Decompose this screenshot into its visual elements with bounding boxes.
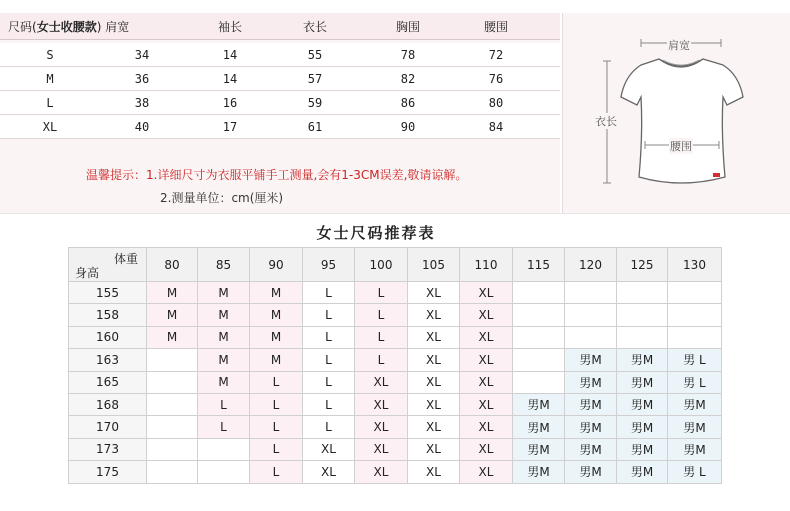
recommendation-title: 女士尺码推荐表 [316,224,436,242]
size-recommendation-cell: 男M [617,461,668,483]
header-waist: 腰围 [483,19,508,34]
size-recommendation-cell [513,327,565,349]
size-recommendation-cell [565,304,617,326]
size-recommendation-cell: 男 L [668,349,722,371]
size-recommendation-cell: L [355,282,408,304]
size-recommendation-cell: M [250,349,303,371]
recommendation-table [68,247,722,484]
size-recommendation-cell: XL [460,304,513,326]
weight-header: 115 [513,248,565,282]
size-recommendation-cell: M [250,327,303,349]
size-recommendation-cell: M [147,327,198,349]
size-recommendation-cell: 男 L [668,372,722,394]
size-recommendation-cell: 男M [565,416,617,438]
section-divider [0,213,790,214]
weight-header: 125 [617,248,668,282]
weight-header: 110 [460,248,513,282]
size-cell-waist: 72 [488,47,504,62]
size-recommendation-cell [198,461,250,483]
size-recommendation-cell: XL [460,327,513,349]
size-recommendation-cell: XL [460,439,513,461]
size-cell-chest: 82 [400,71,416,86]
size-recommendation-cell: M [198,372,250,394]
size-cell-shoulder: 34 [134,47,150,62]
size-cell-sleeve: 14 [222,47,238,62]
size-recommendation-cell: XL [408,349,460,371]
height-header: 155 [69,282,147,304]
height-header: 158 [69,304,147,326]
size-recommendation-cell: L [250,394,303,416]
size-recommendation-cell: L [355,349,408,371]
size-table-row [0,115,560,139]
size-cell-sleeve: 17 [222,119,238,134]
size-table-row [0,91,560,115]
size-recommendation-cell [565,327,617,349]
size-recommendation-cell: 男M [617,439,668,461]
height-header: 175 [69,461,147,483]
height-header: 165 [69,372,147,394]
size-cell-waist: 80 [488,95,504,110]
weight-header: 80 [147,248,198,282]
header-size-label: 尺码( [8,19,37,34]
height-axis-label: 身高 [75,266,100,280]
weight-axis-label: 体重 [113,252,138,266]
header-size-cell [8,13,129,39]
size-recommendation-cell: XL [408,372,460,394]
size-cell-shoulder: 40 [134,119,150,134]
header-chest: 胸围 [395,19,420,34]
size-recommendation-cell: XL [408,439,460,461]
size-recommendation-cell [147,439,198,461]
size-recommendation-cell: L [355,304,408,326]
size-recommendation-cell: L [303,282,355,304]
weight-header: 105 [408,248,460,282]
size-recommendation-cell: XL [408,282,460,304]
size-recommendation-cell: L [303,327,355,349]
tip-line-2: 2.测量单位：cm(厘米) [160,191,284,205]
size-cell-chest: 78 [400,47,416,62]
size-recommendation-cell [617,327,668,349]
size-recommendation-cell: XL [460,372,513,394]
header-style-label: 女士收腰款 [36,19,97,34]
header-sleeve: 袖长 [217,19,242,34]
size-recommendation-cell [198,439,250,461]
size-recommendation-cell: XL [460,349,513,371]
size-recommendation-cell: XL [355,416,408,438]
size-recommendation-cell: 男M [668,394,722,416]
size-recommendation-cell: M [250,304,303,326]
size-recommendation-cell: 男M [565,372,617,394]
size-recommendation-cell: XL [408,461,460,483]
size-cell-size: M [46,71,54,86]
size-recommendation-cell: XL [408,304,460,326]
size-recommendation-cell: 男M [565,349,617,371]
height-header: 168 [69,394,147,416]
size-table-row [0,67,560,91]
size-recommendation-cell: L [355,327,408,349]
garment-length-label: 衣长 [595,115,617,128]
weight-header: 130 [668,248,722,282]
size-cell-length: 55 [307,47,323,62]
size-recommendation-cell: 男 L [668,461,722,483]
size-cell-length: 57 [307,71,323,86]
measurement-tips [0,143,560,213]
size-chart-panel [0,0,790,214]
size-recommendation-cell: 男M [617,372,668,394]
size-recommendation-cell: 男M [617,394,668,416]
size-cell-size: S [46,47,54,62]
size-recommendation-cell: XL [460,282,513,304]
size-recommendation-cell [513,304,565,326]
size-cell-shoulder: 38 [134,95,150,110]
size-cell-waist: 84 [488,119,504,134]
size-recommendation-cell: L [303,416,355,438]
size-recommendation-cell: L [303,304,355,326]
height-header: 163 [69,349,147,371]
size-cell-chest: 86 [400,95,416,110]
size-recommendation-cell [147,394,198,416]
size-recommendation-cell: 男M [565,439,617,461]
size-recommendation-cell: M [198,282,250,304]
height-header: 160 [69,327,147,349]
size-recommendation-cell: L [303,372,355,394]
size-recommendation-cell [147,372,198,394]
size-cell-size: XL [42,119,58,134]
size-recommendation-cell: XL [408,327,460,349]
size-cell-chest: 90 [400,119,416,134]
size-recommendation-cell: XL [303,439,355,461]
size-recommendation-cell: 男M [668,416,722,438]
size-recommendation-cell: XL [355,461,408,483]
size-recommendation-cell [668,282,722,304]
size-recommendation-cell: M [147,282,198,304]
height-header: 173 [69,439,147,461]
size-cell-length: 61 [307,119,323,134]
size-recommendation-cell: M [198,327,250,349]
shirt-diagram-panel [562,13,790,213]
weight-header: 85 [198,248,250,282]
size-cell-shoulder: 36 [134,71,150,86]
weight-header: 100 [355,248,408,282]
size-recommendation-cell: L [303,349,355,371]
corner-cell [69,248,147,282]
size-recommendation-cell: L [198,394,250,416]
size-recommendation-cell: 男M [565,394,617,416]
size-recommendation-cell [513,372,565,394]
size-recommendation-cell: XL [460,461,513,483]
size-recommendation-cell [147,349,198,371]
size-recommendation-cell: M [198,349,250,371]
size-recommendation-cell [668,327,722,349]
size-recommendation-cell: XL [460,394,513,416]
size-recommendation-cell [617,304,668,326]
header-length: 衣长 [302,19,327,34]
size-recommendation-cell: XL [355,394,408,416]
waist-label: 腰围 [670,140,692,153]
size-recommendation-cell: 男M [513,461,565,483]
weight-header: 120 [565,248,617,282]
size-cell-sleeve: 16 [222,95,238,110]
size-recommendation-cell: XL [460,416,513,438]
shoulder-width-label: 肩宽 [668,39,690,52]
weight-header: 90 [250,248,303,282]
header-shoulder-label: ) 肩宽 [96,19,130,34]
size-recommendation-cell: M [198,304,250,326]
size-recommendation-cell [147,416,198,438]
size-table-header [0,13,560,40]
size-cell-sleeve: 14 [222,71,238,86]
size-cell-length: 59 [307,95,323,110]
size-recommendation-cell: 男M [668,439,722,461]
size-recommendation-cell: XL [355,372,408,394]
size-recommendation-cell [513,349,565,371]
size-recommendation-cell: L [250,439,303,461]
size-recommendation-cell: 男M [513,394,565,416]
size-recommendation-cell: M [147,304,198,326]
weight-header: 95 [303,248,355,282]
size-recommendation-cell: L [250,461,303,483]
size-recommendation-cell: L [250,372,303,394]
size-recommendation-cell: 男M [617,416,668,438]
height-header: 170 [69,416,147,438]
size-recommendation-cell: XL [408,394,460,416]
size-cell-size: L [46,95,54,110]
size-recommendation-cell [668,304,722,326]
size-recommendation-cell: 男M [617,349,668,371]
size-recommendation-cell: 男M [513,416,565,438]
size-recommendation-cell [565,282,617,304]
size-cell-waist: 76 [488,71,504,86]
size-recommendation-cell: XL [303,461,355,483]
size-recommendation-cell: XL [408,416,460,438]
size-recommendation-cell: 男M [565,461,617,483]
tip-line-1: 温馨提示：1.详细尺寸为衣服平铺手工测量,会有1-3CM误差,敬请谅解。 [86,168,468,182]
size-recommendation-cell: M [250,282,303,304]
size-table-row [0,43,560,67]
size-recommendation-cell: L [303,394,355,416]
size-recommendation-cell: XL [355,439,408,461]
size-recommendation-cell: L [250,416,303,438]
size-recommendation-cell [147,461,198,483]
size-recommendation-cell [513,282,565,304]
size-recommendation-cell: 男M [513,439,565,461]
size-recommendation-cell [617,282,668,304]
size-recommendation-cell: L [198,416,250,438]
